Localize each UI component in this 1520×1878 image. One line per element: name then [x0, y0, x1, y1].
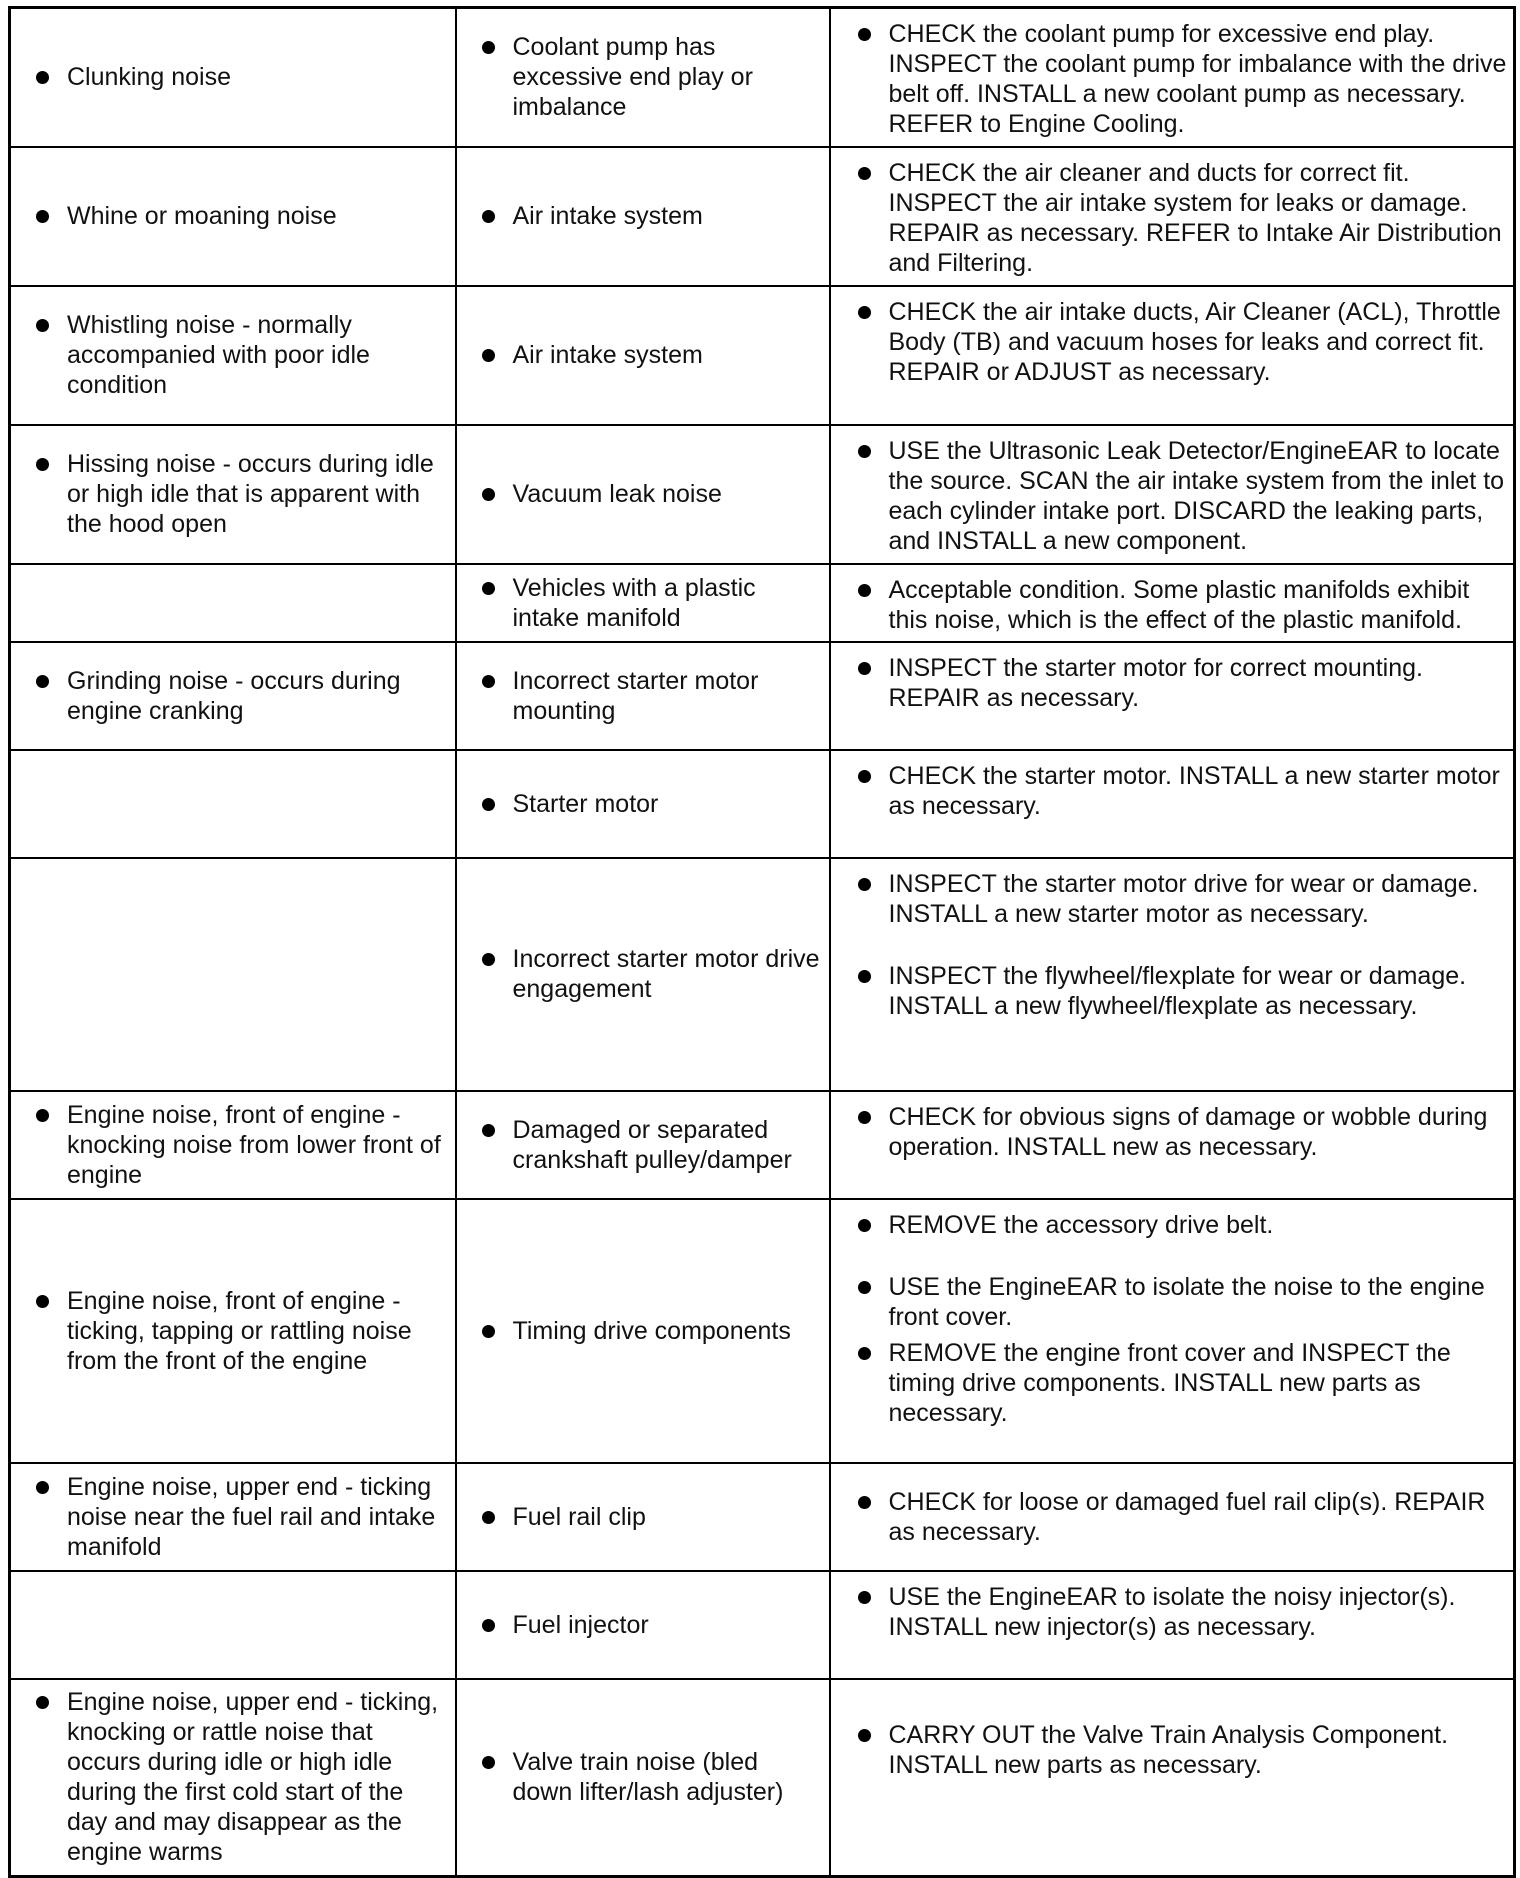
action-text: INSPECT the starter motor for correct mounting. REPAIR as necessary. [831, 653, 1514, 713]
action-text: INSPECT the flywheel/flexplate for wear or damage. INSTALL a new flywheel/flexplate as necessary. [831, 961, 1514, 1021]
action-cell [830, 1199, 1515, 1463]
cause-cell [456, 1679, 830, 1877]
action-text: USE the EngineEAR to isolate the noisy injector(s). INSTALL new injector(s) as necessary. [831, 1582, 1514, 1642]
cause-text: Air intake system [457, 340, 829, 370]
condition-cell [10, 642, 456, 750]
action-cell [830, 642, 1515, 750]
cause-text: Fuel injector [457, 1610, 829, 1640]
condition-text: Engine noise, upper end - ticking noise near the fuel rail and intake manifold [11, 1472, 455, 1562]
cause-cell [456, 750, 830, 858]
action-cell [830, 750, 1515, 858]
table-row [10, 564, 1515, 642]
action-text: REMOVE the engine front cover and INSPECT the timing drive components. INSTALL new parts as necessary. [831, 1338, 1514, 1428]
action-text: CARRY OUT the Valve Train Analysis Component. INSTALL new parts as necessary. [831, 1720, 1514, 1780]
action-cell [830, 564, 1515, 642]
condition-text: Hissing noise - occurs during idle or high idle that is apparent with the hood open [11, 449, 455, 539]
condition-text: Whistling noise - normally accompanied with poor idle condition [11, 310, 455, 400]
cause-cell [456, 1091, 830, 1199]
table-row [10, 8, 1515, 147]
cause-text: Damaged or separated crankshaft pulley/damper [457, 1115, 829, 1175]
condition-cell [10, 858, 456, 1091]
cause-text: Air intake system [457, 201, 829, 231]
table-row [10, 1679, 1515, 1877]
cause-cell [456, 858, 830, 1091]
cause-cell [456, 1571, 830, 1679]
action-cell [830, 425, 1515, 564]
cause-text: Vehicles with a plastic intake manifold [457, 573, 829, 633]
cause-text: Fuel rail clip [457, 1502, 829, 1532]
condition-text: Engine noise, upper end - ticking, knocking or rattle noise that occurs during idle or high idle during the first cold start of the day and may disappear as the engine warms [11, 1687, 455, 1867]
table-row [10, 1463, 1515, 1571]
condition-cell [10, 8, 456, 147]
action-cell [830, 8, 1515, 147]
table-row [10, 858, 1515, 1091]
action-cell [830, 147, 1515, 286]
action-cell [830, 858, 1515, 1091]
table-row [10, 642, 1515, 750]
condition-text: Engine noise, front of engine - ticking, tapping or rattling noise from the front of the engine [11, 1286, 455, 1376]
action-cell [830, 1463, 1515, 1571]
noise-diagnosis-table [8, 6, 1516, 1878]
action-cell [830, 1091, 1515, 1199]
action-cell [830, 1571, 1515, 1679]
table-row [10, 1571, 1515, 1679]
cause-text: Vacuum leak noise [457, 479, 829, 509]
cause-cell [456, 286, 830, 425]
action-text: CHECK for loose or damaged fuel rail clip(s). REPAIR as necessary. [831, 1487, 1514, 1547]
table-row [10, 1091, 1515, 1199]
condition-cell [10, 750, 456, 858]
action-text: REMOVE the accessory drive belt. [831, 1210, 1514, 1240]
condition-cell [10, 1199, 456, 1463]
condition-cell [10, 564, 456, 642]
cause-text: Incorrect starter motor drive engagement [457, 944, 829, 1004]
condition-text: Engine noise, front of engine - knocking noise from lower front of engine [11, 1100, 455, 1190]
cause-cell [456, 564, 830, 642]
action-text: USE the Ultrasonic Leak Detector/EngineEAR to locate the source. SCAN the air intake system from the inlet to each cylinder intake port. DISCARD the leaking parts, and INSTALL a new component. [831, 436, 1514, 556]
cause-text: Timing drive components [457, 1316, 829, 1346]
table-row [10, 750, 1515, 858]
condition-cell [10, 1679, 456, 1877]
cause-text: Starter motor [457, 789, 829, 819]
condition-text: Whine or moaning noise [11, 201, 455, 231]
action-cell [830, 1679, 1515, 1877]
action-cell [830, 286, 1515, 425]
action-text: CHECK the air intake ducts, Air Cleaner (ACL), Throttle Body (TB) and vacuum hoses for leaks and correct fit. REPAIR or ADJUST as necessary. [831, 297, 1514, 387]
cause-cell [456, 147, 830, 286]
cause-text: Valve train noise (bled down lifter/lash adjuster) [457, 1747, 829, 1807]
condition-cell [10, 1463, 456, 1571]
condition-text: Clunking noise [11, 62, 455, 92]
cause-cell [456, 8, 830, 147]
action-text: INSPECT the starter motor drive for wear or damage. INSTALL a new starter motor as necessary. [831, 869, 1514, 929]
condition-cell [10, 147, 456, 286]
action-text: CHECK for obvious signs of damage or wobble during operation. INSTALL new as necessary. [831, 1102, 1514, 1162]
condition-text: Grinding noise - occurs during engine cranking [11, 666, 455, 726]
condition-cell [10, 1571, 456, 1679]
condition-cell [10, 425, 456, 564]
table-row [10, 425, 1515, 564]
cause-cell [456, 425, 830, 564]
action-text: Acceptable condition. Some plastic manifolds exhibit this noise, which is the effect of the plastic manifold. [831, 575, 1514, 635]
cause-text: Incorrect starter motor mounting [457, 666, 829, 726]
table-row [10, 286, 1515, 425]
action-text: CHECK the air cleaner and ducts for correct fit. INSPECT the air intake system for leaks or damage. REPAIR as necessary. REFER to Intake Air Distribution and Filtering. [831, 158, 1514, 278]
cause-cell [456, 1199, 830, 1463]
condition-cell [10, 286, 456, 425]
table-row [10, 1199, 1515, 1463]
cause-cell [456, 642, 830, 750]
condition-cell [10, 1091, 456, 1199]
action-text: CHECK the coolant pump for excessive end play. INSPECT the coolant pump for imbalance with the drive belt off. INSTALL a new coolant pump as necessary. REFER to Engine Cooling. [831, 19, 1514, 139]
action-text: CHECK the starter motor. INSTALL a new starter motor as necessary. [831, 761, 1514, 821]
action-text: USE the EngineEAR to isolate the noise to the engine front cover. [831, 1272, 1514, 1332]
cause-cell [456, 1463, 830, 1571]
cause-text: Coolant pump has excessive end play or imbalance [457, 32, 829, 122]
table-row [10, 147, 1515, 286]
